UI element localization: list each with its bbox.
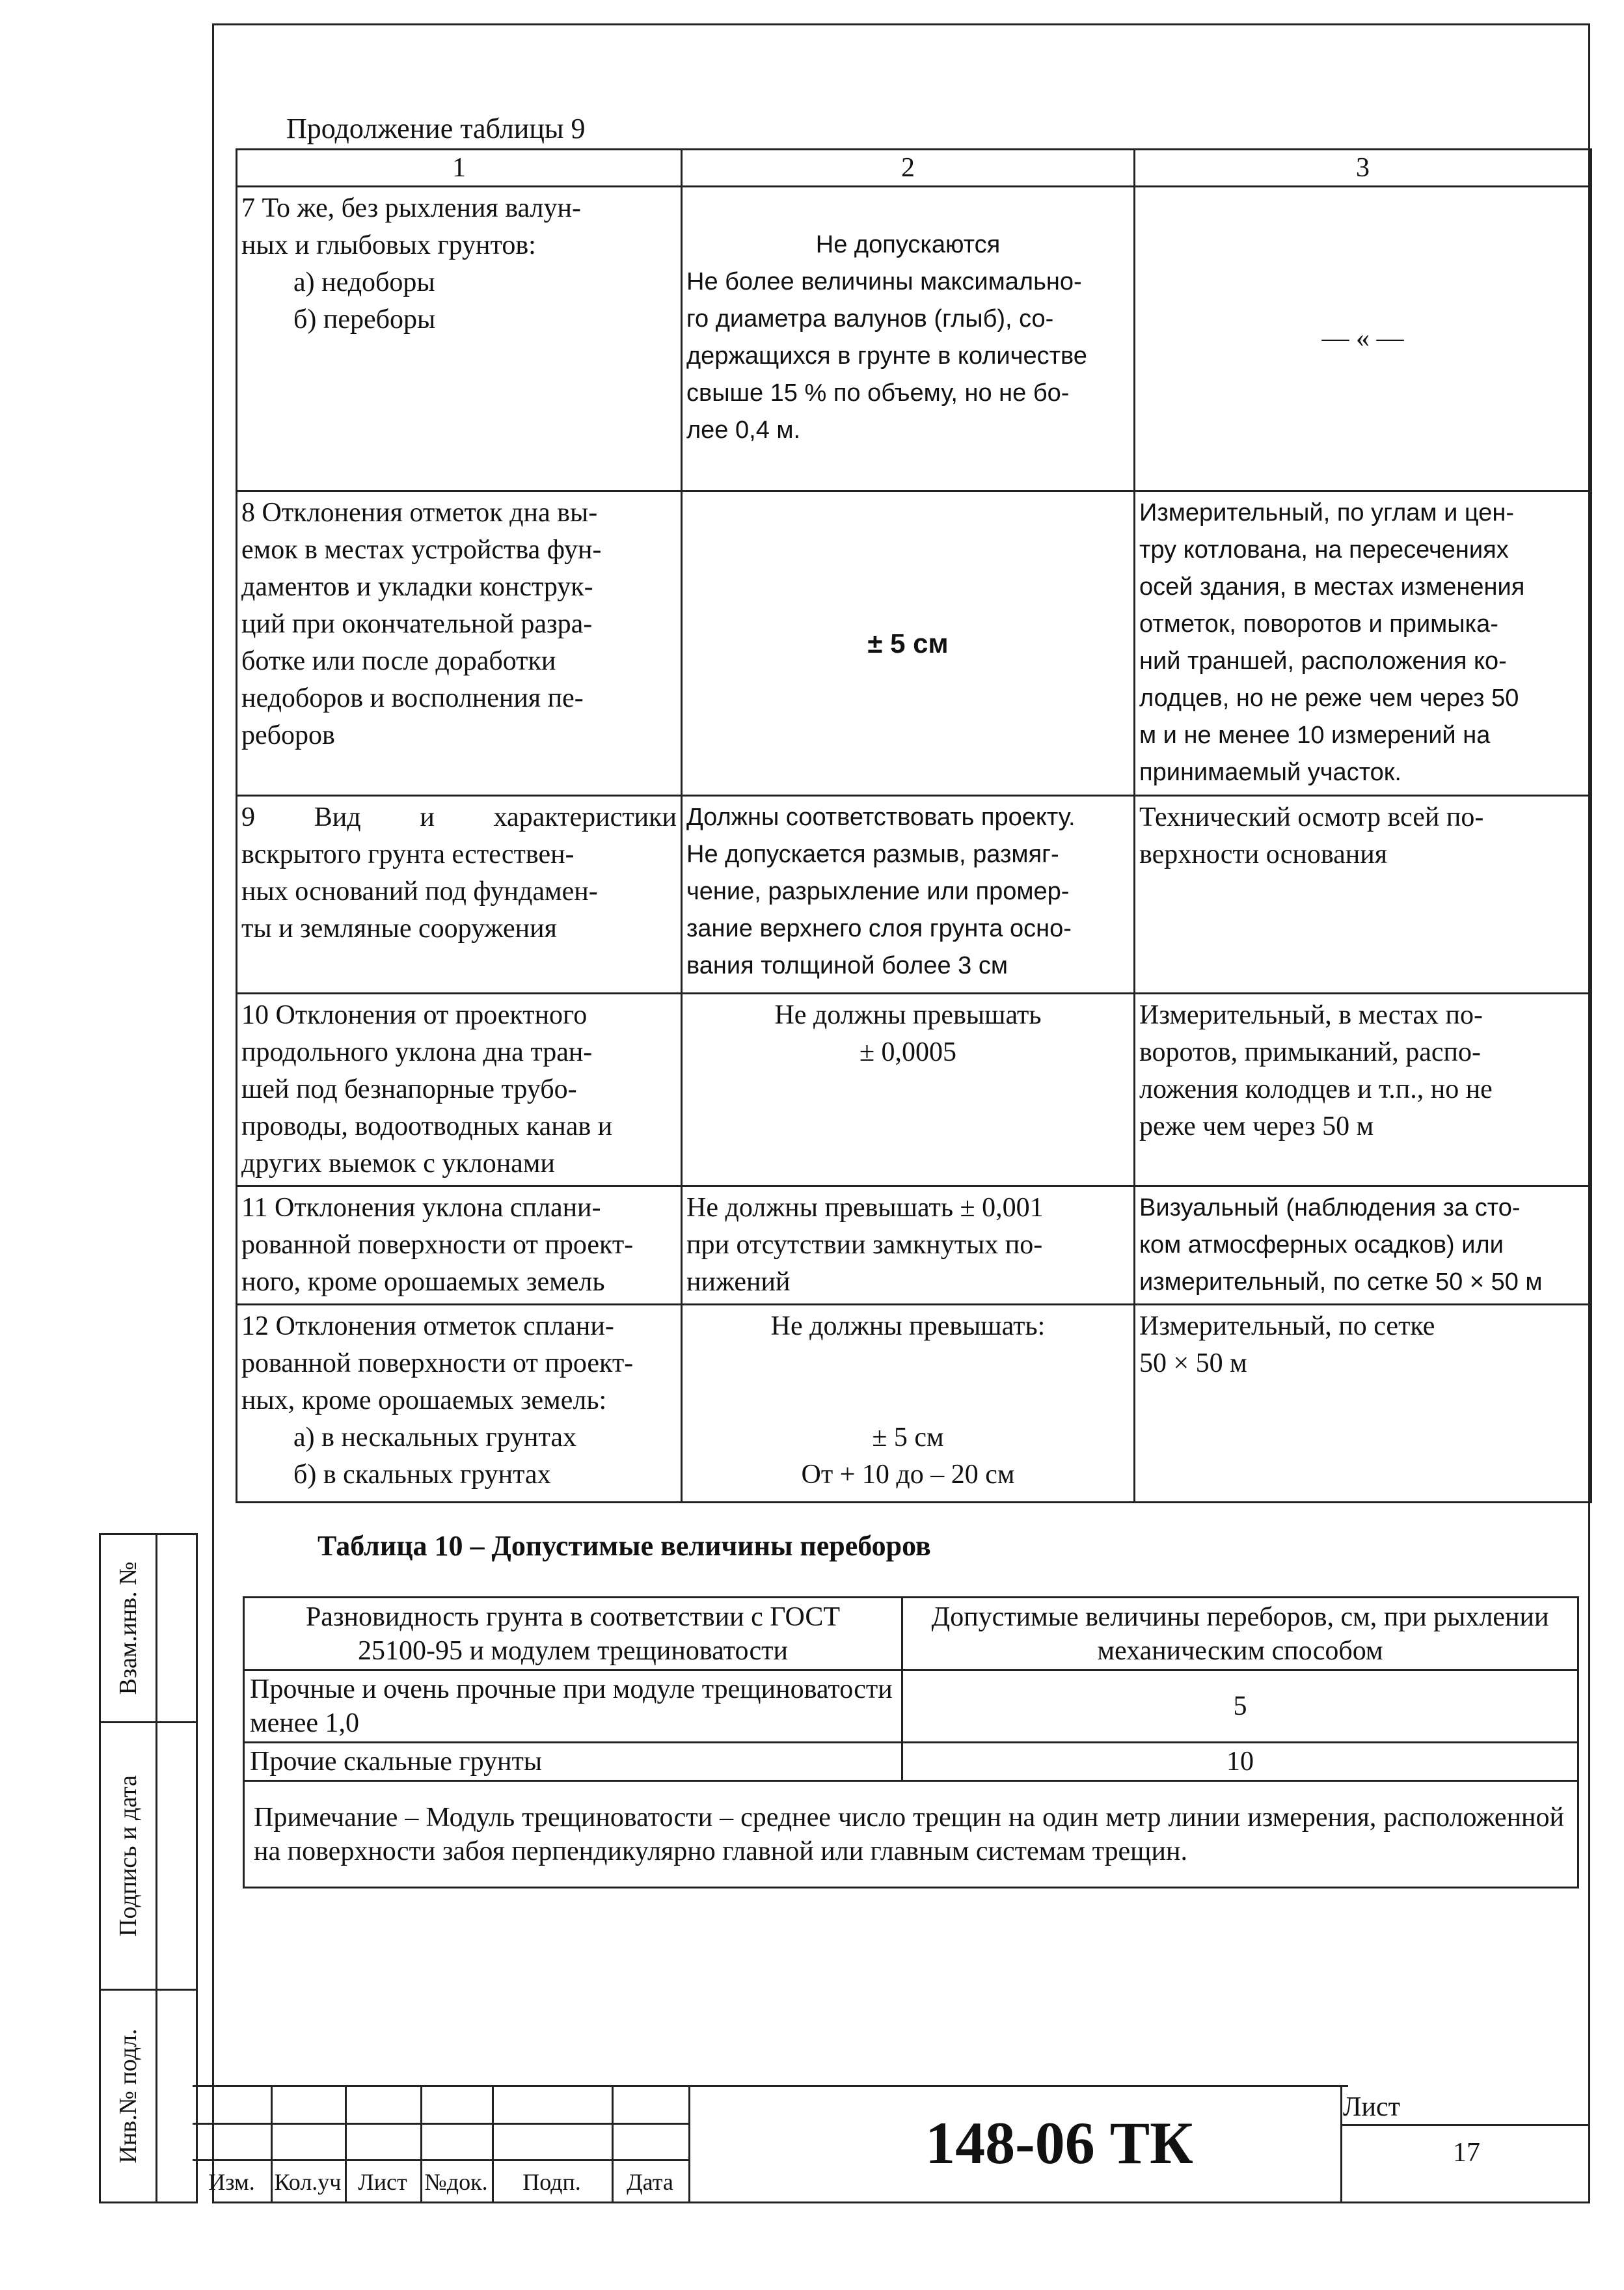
side-replace-cell: Взам.инв. № (99, 1533, 157, 1723)
row12-tolerance: Не должны превышать: ± 5 см От + 10 до – 20 см (682, 1305, 1135, 1503)
col-podp: Подп. (522, 2169, 581, 2195)
header-cell-3: 3 (1135, 150, 1591, 187)
row9-control: Технический осмотр всей по- верхности основания (1135, 796, 1591, 994)
row9-parameter: 9 Вид и характеристики вскрытого грунта естествен- ных оснований под фундамен- ты и земляные сооружения (237, 796, 682, 994)
row11-tolerance: Не должны превышать ± 0,001 при отсутствии замкнутых по- нижений (682, 1186, 1135, 1305)
col-list: Лист (358, 2169, 407, 2195)
table-header-row (237, 150, 1591, 187)
document-code: 148-06 ТК (925, 2110, 1193, 2176)
side-sign-value (156, 1721, 198, 1991)
table-row-11 (237, 1186, 1591, 1305)
sheet-label: Лист (1343, 2092, 1400, 2122)
header-cell-1: 1 (237, 150, 682, 187)
table-row-10 (237, 994, 1591, 1186)
row8-tolerance: ± 5 см (682, 491, 1135, 796)
row10-control: Измерительный, в местах по- воротов, примыканий, распо- ложения колодцев и т.п., но не реже чем через 50 м (1135, 994, 1591, 1186)
table10-row (244, 1743, 1578, 1781)
table-row-7 (237, 187, 1591, 491)
row10-parameter: 10 Отклонения от проектного продольного уклона дна тран- шей под безнапорные трубо- проводы, водоотводных канав и других выемок с уклонами (237, 994, 682, 1186)
table10-header-overdig: Допустимые величины переборов, см, при рыхлении механическим способом (902, 1598, 1578, 1670)
side-replace-value (156, 1533, 198, 1723)
table10-soil-cell: Прочные и очень прочные при модуле трещиноватости менее 1,0 (244, 1670, 902, 1743)
table-9 (236, 148, 1592, 1503)
row9-tolerance: Должны соответствовать проекту. Не допускается размыв, размяг- чение, разрыхление или промер- зание верхнего слоя грунта осно- вания толщиной более 3 см (682, 796, 1135, 994)
row7-parameter: 7 То же, без рыхления валун- ных и глыбовых грунтов: а) недоборы б) переборы (237, 187, 682, 491)
table-10 (243, 1596, 1579, 1888)
table10-value-cell: 10 (902, 1743, 1578, 1781)
side-inv-value (156, 1989, 198, 2203)
row8-parameter: 8 Отклонения отметок дна вы- емок в местах устройства фун- даментов и укладки конструк- ций при окончательной разра- ботке или после доработки недоборов и восполнения пе- реборов (237, 491, 682, 796)
row12-control: Измерительный, по сетке 50 × 50 м (1135, 1305, 1591, 1503)
side-stamp (99, 1533, 198, 2203)
table10-soil-cell: Прочие скальные грунты (244, 1743, 902, 1781)
table10-note: Примечание – Модуль трещиноватости – среднее число трещин на один метр линии измерения, расположенной на поверхности забоя перпендикулярно главной или главным системам трещин. (244, 1781, 1578, 1888)
side-inv-cell: Инв.№ подл. (99, 1989, 157, 2203)
col-data: Дата (627, 2169, 673, 2195)
sheet-number: 17 (1453, 2138, 1480, 2168)
table10-header-soil: Разновидность грунта в соответствии с ГОСТ 25100-95 и модулем трещиноватости (244, 1598, 902, 1670)
row12-parameter: 12 Отклонения отметок сплани- рованной поверхности от проект- ных, кроме орошаемых земель: а) в нескальных грунтах б) в скальных грунтах (237, 1305, 682, 1503)
table-10-title: Таблица 10 – Допустимые величины переборов (318, 1530, 931, 1562)
table10-header-row (244, 1598, 1578, 1670)
table10-row (244, 1670, 1578, 1743)
row11-parameter: 11 Отклонения уклона сплани- рованной поверхности от проект- ного, кроме орошаемых земель (237, 1186, 682, 1305)
side-sign-cell: Подпись и дата (99, 1721, 157, 1991)
header-cell-2: 2 (682, 150, 1135, 187)
col-izm: Изм. (208, 2169, 255, 2195)
table-row-8 (237, 491, 1591, 796)
row7-tolerance: Не допускаются Не более величины максимально- го диаметра валунов (глыб), со- держащихся в грунте в количестве свыше 15 % по объему, но не бо- лее 0,4 м. (682, 187, 1135, 491)
row10-tolerance: Не должны превышать ± 0,0005 (682, 994, 1135, 1186)
row11-control: Визуальный (наблюдения за сто- ком атмосферных осадков) или измерительный, по сетке 50 × 50 м (1135, 1186, 1591, 1305)
row8-control: Измерительный, по углам и цен- тру котлована, на пересечениях осей здания, в местах изменения отметок, поворотов и примыка- ний траншей, расположения ко- лодцев, но не реже чем через 50 м и не менее 10 измерений на принимаемый участок. (1135, 491, 1591, 796)
col-ndok: №док. (424, 2169, 488, 2195)
table-row-9 (237, 796, 1591, 994)
table-continuation-caption: Продолжение таблицы 9 (286, 113, 586, 144)
col-kol-uch: Кол.уч (274, 2169, 342, 2195)
table10-value-cell: 5 (902, 1670, 1578, 1743)
table-row-12 (237, 1305, 1591, 1503)
row7-control: — « — (1135, 187, 1591, 491)
table10-note-row (244, 1781, 1578, 1888)
